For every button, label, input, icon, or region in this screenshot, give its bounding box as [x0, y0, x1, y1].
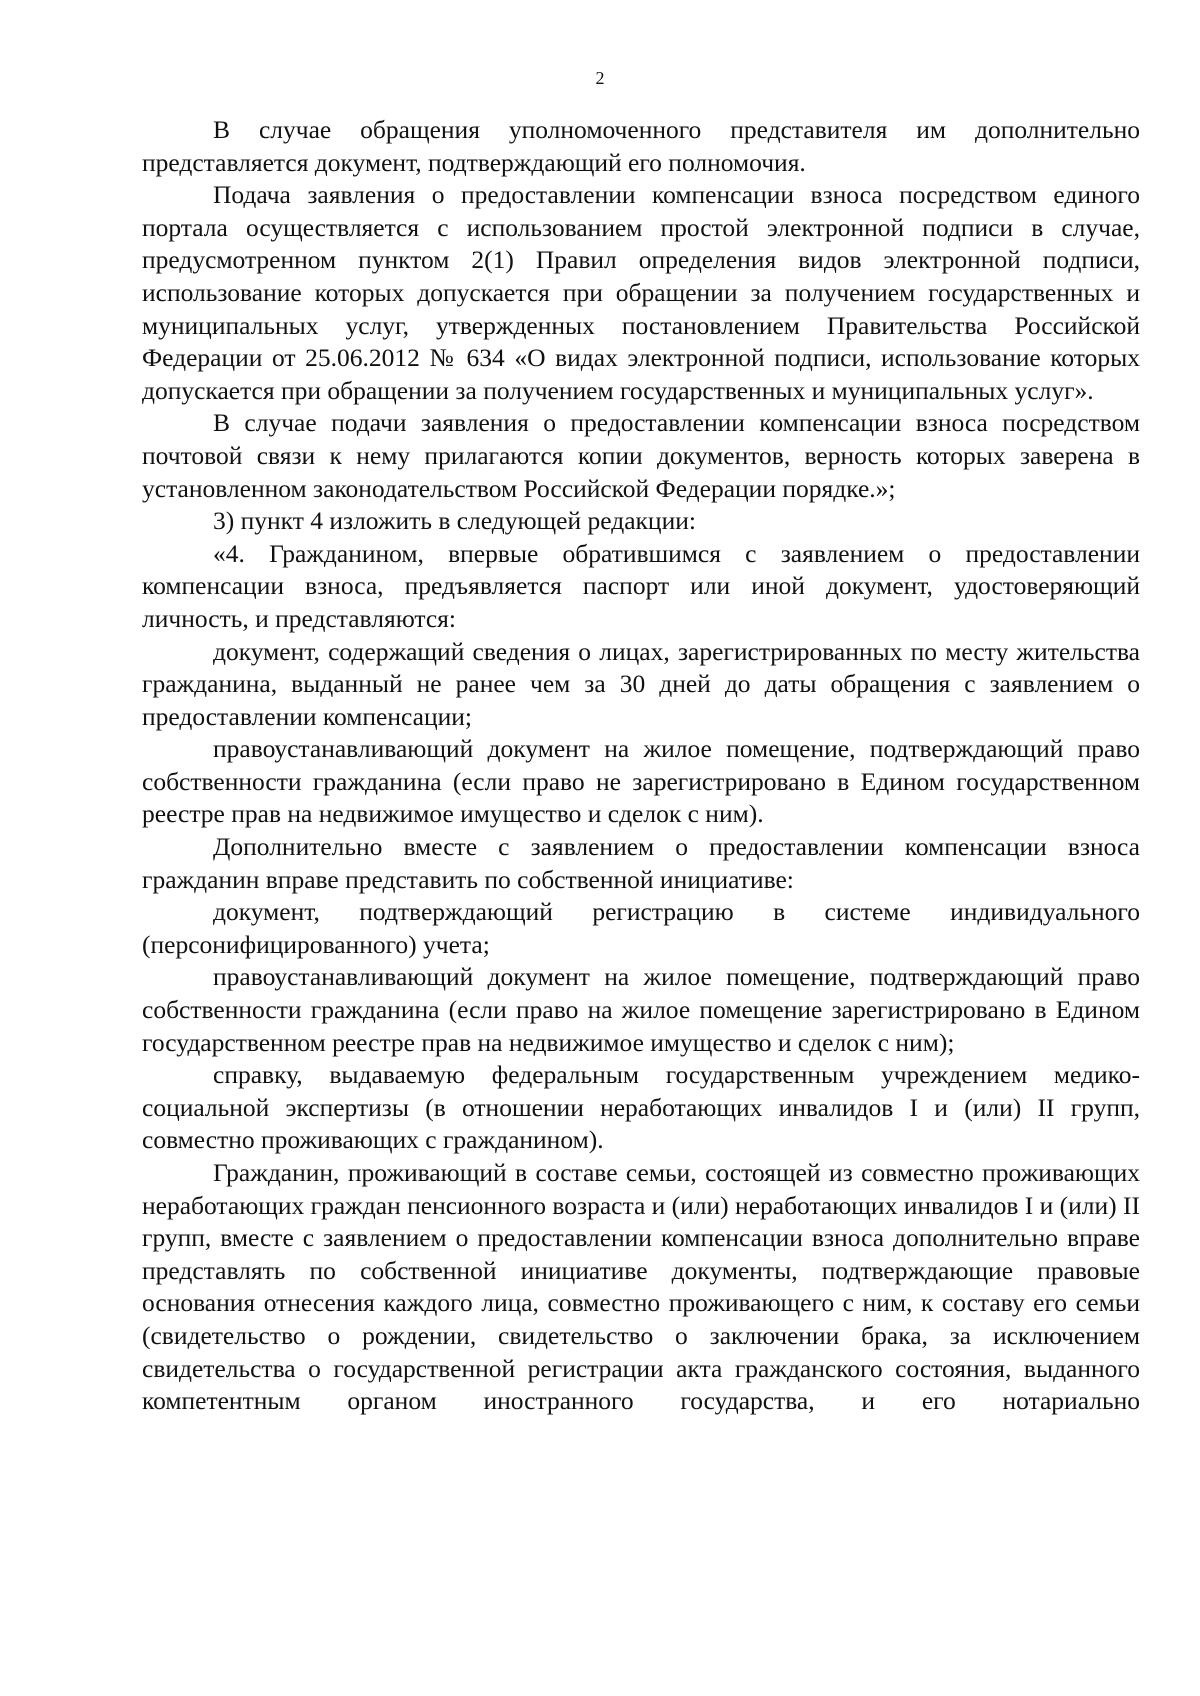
paragraph-5: «4. Гражданином, впервые обратившимся с заявлением о предоставлении компенсации взноса, предъявляется паспорт или иной документ, удостоверяющий личность, и представляются:	[142, 538, 1140, 633]
paragraph-2: Подача заявления о предоставлении компенсации взноса посредством единого портала осуществляется с использованием простой электронной подписи в случае, предусмотренном пунктом 2(1) Правил определения видов электронной подписи, использование которых допускается при обращении за получением государственных и муниципальных услуг, утвержденных постановлением Правительства Российской Федерации от 25.06.2012 № 634 «О видах электронной подписи, использование которых допускается при обращении за получением государственных и муниципальных услуг».	[142, 180, 1140, 405]
paragraph-3: В случае подачи заявления о предоставлении компенсации взноса посредством почтовой связи к нему прилагаются копии документов, верность которых заверена в установленном законодательством Российской Федерации порядке.»;	[142, 408, 1140, 503]
paragraph-10: правоустанавливающий документ на жилое помещение, подтверждающий право собственности гражданина (если право на жилое помещение зарегистрировано в Едином государственном реестре прав на недвижимое имущество и сделок с ним);	[142, 962, 1140, 1057]
paragraph-12: Гражданин, проживающий в составе семьи, состоящей из совместно проживающих неработающих граждан пенсионного возраста и (или) неработающих инвалидов I и (или) II групп, вместе с заявлением о предоставлении компенсации взноса дополнительно вправе представлять по собственной инициативе документы, подтверждающие правовые основания отнесения каждого лица, совместно проживающего с ним, к составу его семьи (свидетельство о рождении, свидетельство о заключении брака, за исключением свидетельства о государственной регистрации акта гражданского состояния, выданного компетентным органом иностранного государства, и его нотариально	[142, 1158, 1140, 1416]
paragraph-8: Дополнительно вместе с заявлением о предоставлении компенсации взноса гражданин вправе представить по собственной инициативе:	[142, 832, 1140, 894]
paragraph-4: 3) пункт 4 изложить в следующей редакции:	[213, 506, 696, 536]
paragraph-9: документ, подтверждающий регистрацию в системе индивидуального (персонифицированного) учета;	[142, 897, 1140, 959]
page-number: 2	[595, 68, 605, 88]
document-body	[142, 114, 1140, 1418]
paragraph-11: справку, выдаваемую федеральным государственным учреждением медико-социальной экспертизы (в отношении неработающих инвалидов I и (или) II групп, совместно проживающих с гражданином).	[142, 1060, 1140, 1155]
paragraph-6: документ, содержащий сведения о лицах, зарегистрированных по месту жительства гражданина, выданный не ранее чем за 30 дней до даты обращения с заявлением о предоставлении компенсации;	[142, 636, 1140, 731]
paragraph-7: правоустанавливающий документ на жилое помещение, подтверждающий право собственности гражданина (если право не зарегистрировано в Едином государственном реестре прав на недвижимое имущество и сделок с ним).	[142, 734, 1140, 829]
paragraph-1: В случае обращения уполномоченного представителя им дополнительно представляется документ, подтверждающий его полномочия.	[142, 115, 1140, 177]
